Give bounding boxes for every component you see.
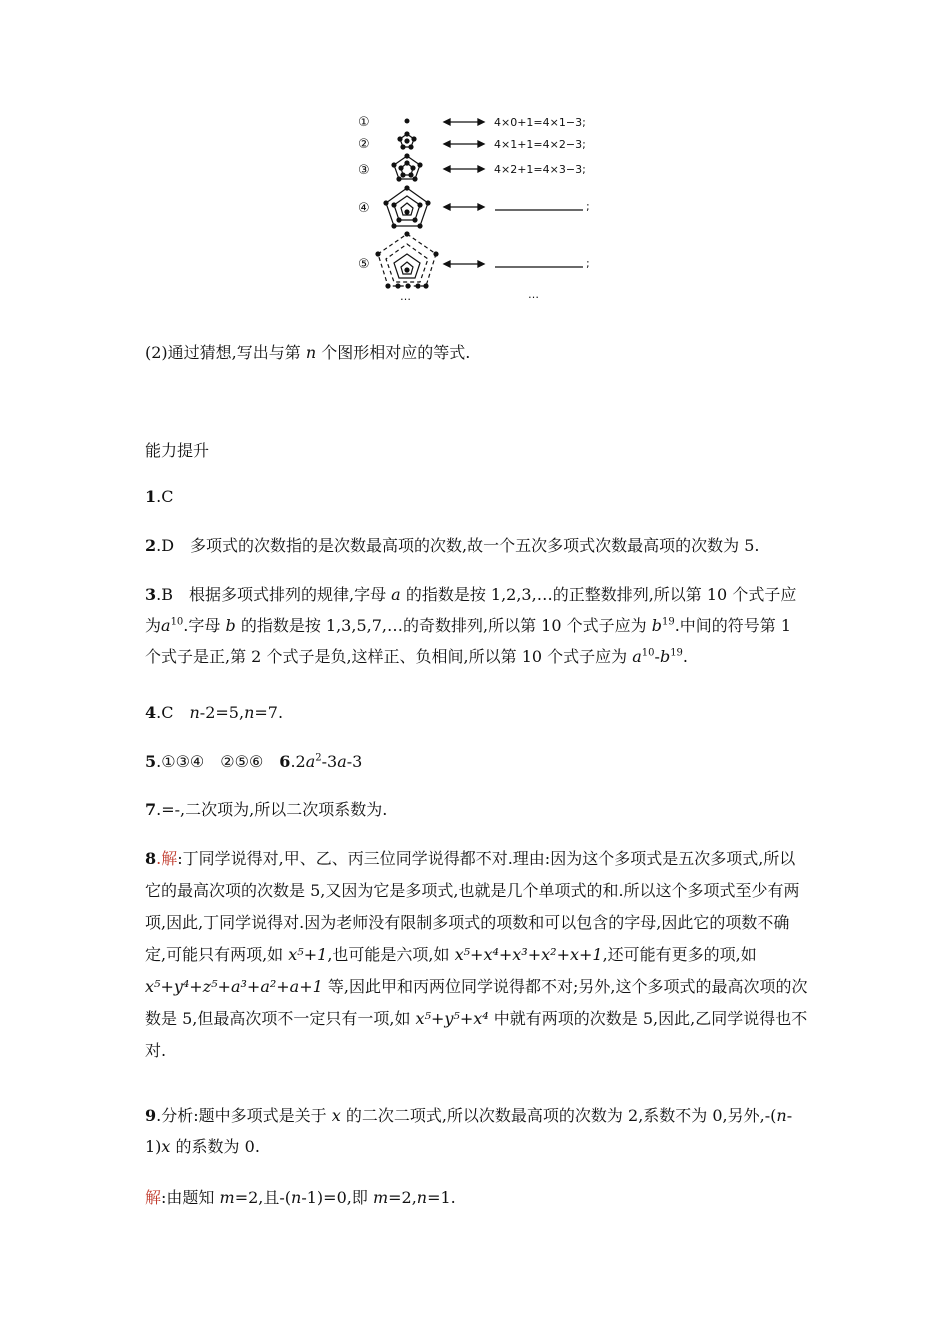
answer-5-6: 5.①③④ ②⑤⑥ $6.2a^2-3a-3$ xyxy=(145,752,363,771)
shape-4 xyxy=(384,186,430,228)
double-arrow-icon xyxy=(444,119,484,125)
figure-equation-3: 4×2+1=4×3−3; xyxy=(494,163,586,176)
answer-9-solution: 解:由题知 m=2,且-(n-1)=0,即 m=2,n=1. xyxy=(145,1188,456,1207)
answer-8: 8.解:丁同学说得对,甲、乙、丙三位同学说得都不对.理由:因为这个多项式是五次多项式,所以它的最高次项的次数是 5,又因为它是多项式,也就是几个单项式的和.所以这个多项式至少有两项,因此,丁同学说得对.因为老师没有限制多项式的项数和可以包含的字母,因此它的项数不确定,可能只有两项,如 x⁵+1,也可能是六项,如 x⁵+x⁴+x³+x²+x+1,还可能有更多的项,如 x⁵+y⁴+z⁵+a³+a²+a+1 等,因此甲和丙两位同学说得都不对;另外,这个多项式的最高次项的次数是 5,但最高次项不一定只有一项,如 x⁵+y⁵+x⁴ 中就有两项的次数是 5,因此,乙同学说得也不对. xyxy=(145,849,808,1060)
section-title: 能力提升 xyxy=(145,441,210,460)
figure-label-2: ② xyxy=(358,137,370,152)
figure-label-4: ④ xyxy=(358,201,370,216)
figure-ellipsis-left: … xyxy=(400,290,411,303)
double-arrow-icon xyxy=(444,261,484,267)
question-2-text: (2)通过猜想,写出与第 n 个图形相对应的等式. xyxy=(145,343,471,362)
double-arrow-icon xyxy=(444,204,484,210)
answer-1: 1.C xyxy=(145,487,174,506)
pentagon-pattern-figure xyxy=(350,108,610,308)
answer-7: 7.=-,二次项为,所以二次项系数为. xyxy=(145,800,388,819)
answer-4: 4.C n-2=5,n=7. xyxy=(145,703,284,722)
answer-9-analysis: 9.分析:题中多项式是关于 x 的二次二项式,所以次数最高项的次数为 2,系数不为 0,另外,-(n-1)x 的系数为 0. xyxy=(145,1106,793,1156)
figure-ellipsis-right: … xyxy=(528,288,539,301)
figure-label-5: ⑤ xyxy=(358,257,370,272)
figure-semicolon-4: ; xyxy=(586,200,590,213)
answer-3: 3.B 根据多项式排列的规律,字母 a 的指数是按 1,2,3,…的正整数排列,所以第 10 个式子应为$a^{10}$.字母 b 的指数是按 1,3,5,7,…的奇数排列,所以第 10 个式子应为 $b^{19}$.中间的符号第 1 个式子是正,第 2 个式子是负,这样正、负相间,所以第 10 个式子应为 $a^{10}-b^{19}$. xyxy=(145,585,797,666)
shape-2 xyxy=(398,132,416,149)
double-arrow-icon xyxy=(444,166,484,172)
figure-label-3: ③ xyxy=(358,163,370,178)
shape-5 xyxy=(376,232,438,288)
figure-equation-2: 4×1+1=4×2−3; xyxy=(494,138,586,151)
figure-semicolon-5: ; xyxy=(586,257,590,270)
double-arrow-icon xyxy=(444,141,484,147)
answer-2: 2.D 多项式的次数指的是次数最高项的次数,故一个五次多项式次数最高项的次数为 5. xyxy=(145,536,760,555)
shape-1 xyxy=(405,119,410,124)
shape-3 xyxy=(392,154,422,181)
figure-equation-1: 4×0+1=4×1−3; xyxy=(494,116,586,129)
figure-label-1: ① xyxy=(358,115,370,130)
